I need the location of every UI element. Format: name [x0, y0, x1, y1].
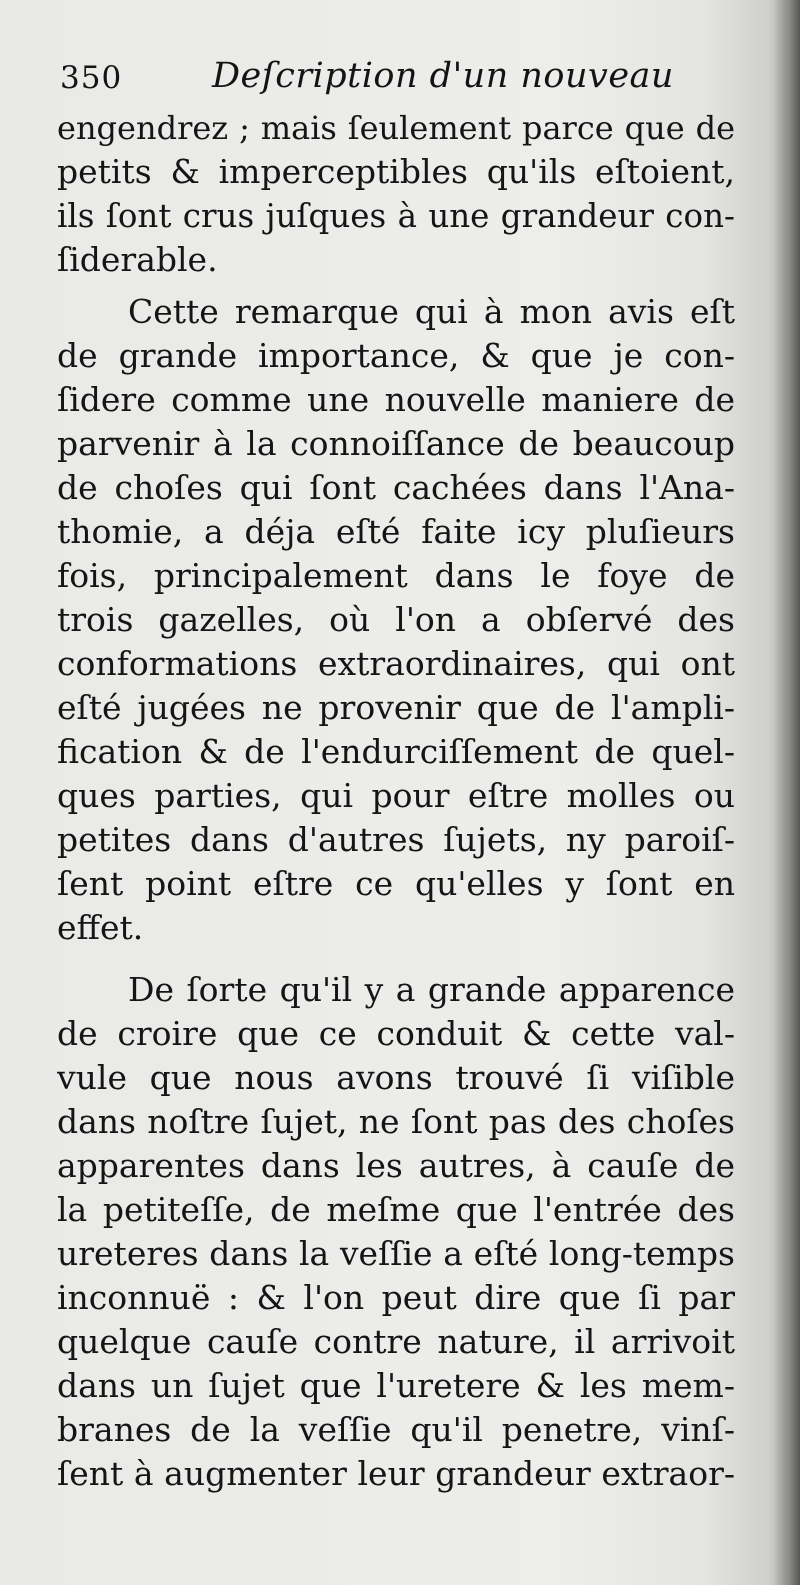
text-line: ureteres dans la veſſie a eſté long-temps: [57, 1234, 735, 1273]
text-line: de grande importance, & que je con-: [57, 336, 735, 375]
text-line: quelque cauſe contre nature, il arrivoit: [57, 1322, 735, 1361]
text-line: fois, principalement dans le foye de: [57, 556, 735, 595]
text-line: petits & imperceptibles qu'ils eſtoient,: [57, 152, 735, 191]
text-line: ſent à augmenter leur grandeur extraor-: [57, 1454, 735, 1493]
paragraph-first-line: Cette remarque qui à mon avis eſt: [128, 292, 735, 331]
text-line: inconnuë : & l'on peut dire que ſi par: [57, 1278, 735, 1317]
text-line: branes de la veſſie qu'il penetre, vinſ-: [57, 1410, 735, 1449]
text-line: de choſes qui ſont cachées dans l'Ana-: [57, 468, 735, 507]
text-line: ques parties, qui pour eſtre molles ou: [57, 776, 735, 815]
text-line: fication & de l'endurciſſement de quel-: [57, 732, 735, 771]
text-line: ſent point eſtre ce qu'elles y ſont en: [57, 864, 735, 903]
text-line: ils ſont crus juſques à une grandeur con-: [57, 197, 735, 235]
text-line: thomie, a déja eſté faite icy pluſieurs: [57, 512, 735, 551]
text-line: de croire que ce conduit & cette val-: [57, 1014, 735, 1053]
text-line: dans un ſujet que l'uretere & les mem-: [57, 1366, 735, 1405]
text-line: dans noſtre ſujet, ne ſont pas des choſes: [57, 1102, 735, 1141]
text-line: engendrez ; mais ſeulement parce que de: [57, 109, 735, 147]
text-line: ſidere comme une nouvelle maniere de: [57, 380, 735, 419]
text-line: trois gazelles, où l'on a obſervé des: [57, 600, 735, 639]
text-line: ſiderable.: [57, 240, 218, 279]
text-line: la petiteſſe, de meſme que l'entrée des: [57, 1190, 735, 1229]
text-line: effet.: [57, 908, 144, 947]
text-line: parvenir à la connoiſſance de beaucoup: [57, 424, 735, 463]
text-line: apparentes dans les autres, à cauſe de: [57, 1146, 735, 1185]
paragraph-first-line: De ſorte qu'il y a grande apparence: [128, 970, 735, 1009]
text-line: eſté jugées ne provenir que de l'ampli-: [57, 688, 735, 727]
text-line: vule que nous avons trouvé ſi viſible: [57, 1058, 735, 1097]
text-line: petites dans d'autres ſujets, ny paroiſ-: [57, 820, 735, 859]
page-number: 350: [60, 60, 123, 96]
text-line: conformations extraordinaires, qui ont: [57, 644, 735, 683]
running-title: Deſcription d'un nouveau: [212, 56, 674, 96]
